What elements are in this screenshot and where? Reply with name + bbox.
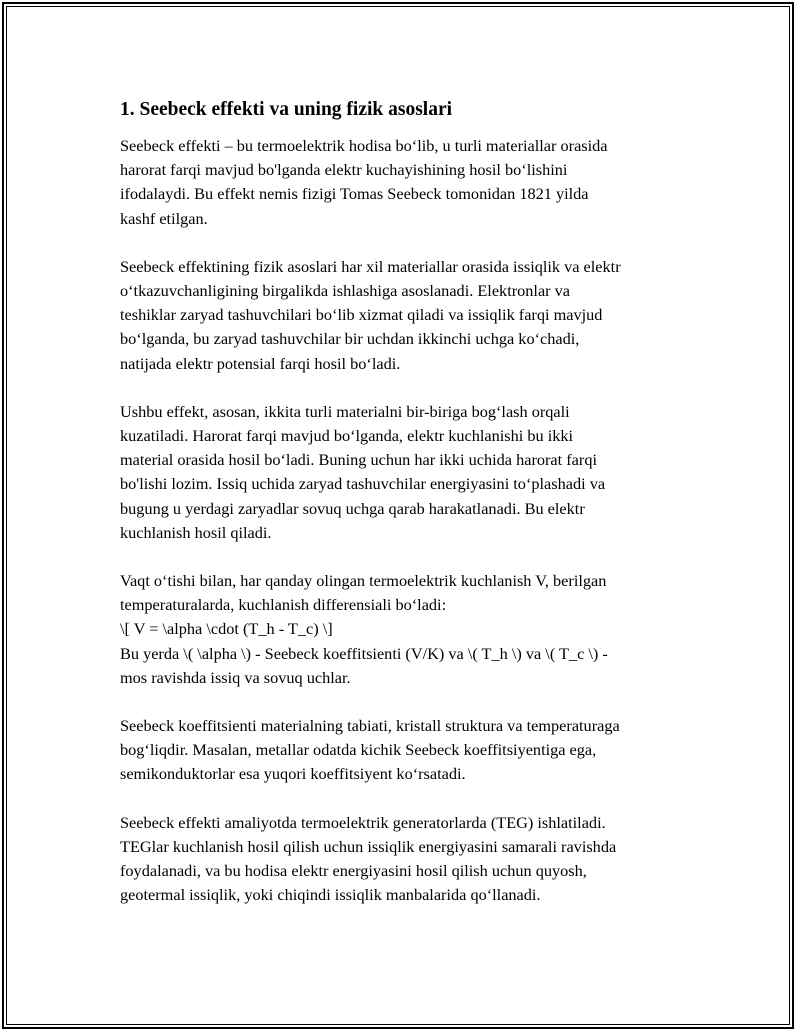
text-line: temperaturalarda, kuchlanish differensiali bo‘ladi:	[120, 595, 447, 615]
text-line: teshiklar zaryad tashuvchilari bo‘lib xizmat qiladi va issiqlik farqi mavjud	[120, 305, 603, 325]
text-line: o‘tkazuvchanligining birgalikda ishlashiga asoslanadi. Elektronlar va	[120, 281, 571, 301]
text-line: bugung u yerdagi zaryadlar sovuq uchga qarab harakatlanadi. Bu elektr	[120, 498, 585, 518]
text-line: mos ravishda issiq va sovuq uchlar.	[120, 667, 351, 687]
text-line: bog‘liqdir. Masalan, metallar odatda kichik Seebeck koeffitsiyentiga ega,	[120, 740, 597, 760]
text-line: kuchlanish hosil qiladi.	[120, 522, 272, 542]
text-line: Vaqt o‘tishi bilan, har qanday olingan termoelektrik kuchlanish V, berilgan	[120, 571, 607, 591]
paragraph-container	[120, 134, 700, 907]
text-line: geotermal issiqlik, yoki chiqindi issiqlik manbalarida qo‘llanadi.	[120, 885, 541, 905]
text-line: kashf etilgan.	[120, 208, 208, 228]
page-frame	[2, 2, 794, 1029]
paragraph-4	[120, 569, 700, 690]
text-line: harorat farqi mavjud bo'lganda elektr kuchayishining hosil bo‘lishini	[120, 160, 568, 180]
text-line: Ushbu effekt, asosan, ikkita turli materialni bir-biriga bog‘lash orqali	[120, 401, 570, 421]
text-line: material orasida hosil bo‘ladi. Buning uchun har ikki uchida harorat farqi	[120, 450, 597, 470]
text-line: Seebeck effektining fizik asoslari har xil materiallar orasida issiqlik va elektr	[120, 256, 621, 276]
text-line: ifodalaydi. Bu effekt nemis fizigi Tomas Seebeck tomonidan 1821 yilda	[120, 184, 589, 204]
paragraph-1	[120, 134, 700, 231]
paragraph-3	[120, 400, 700, 545]
text-line: kuzatiladi. Harorat farqi mavjud bo‘lganda, elektr kuchlanishi bu ikki	[120, 426, 574, 446]
text-line: Seebeck effekti amaliyotda termoelektrik generatorlarda (TEG) ishlatiladi.	[120, 812, 606, 832]
text-line: Seebeck effekti – bu termoelektrik hodisa bo‘lib, u turli materiallar orasida	[120, 136, 608, 155]
paragraph-6	[120, 811, 700, 908]
text-line: Bu yerda \( \alpha \) - Seebeck koeffitsienti (V/K) va \( T_h \) va \( T_c \) -	[120, 643, 608, 663]
section-heading: 1. Seebeck effekti va uning fizik asoslari	[120, 99, 453, 120]
paragraph-2	[120, 255, 700, 376]
text-line: Seebeck koeffitsienti materialning tabiati, kristall struktura va temperaturaga	[120, 716, 620, 736]
text-line: TEGlar kuchlanish hosil qilish uchun issiqlik energiyasini samarali ravishda	[120, 836, 617, 856]
text-line: \[ V = \alpha \cdot (T_h - T_c) \]	[120, 619, 333, 639]
text-line: natijada elektr potensial farqi hosil bo‘ladi.	[120, 353, 401, 373]
text-line: bo'lishi lozim. Issiq uchida zaryad tashuvchilar energiyasini to‘plashadi va	[120, 474, 606, 494]
text-line: semikonduktorlar esa yuqori koeffitsiyent ko‘rsatadi.	[120, 764, 466, 784]
paragraph-5	[120, 714, 700, 787]
text-line: foydalanadi, va bu hodisa elektr energiyasini hosil qilish uchun quyosh,	[120, 861, 587, 881]
document-content	[120, 96, 700, 931]
text-line: bo‘lganda, bu zaryad tashuvchilar bir uchdan ikkinchi uchga ko‘chadi,	[120, 329, 580, 349]
